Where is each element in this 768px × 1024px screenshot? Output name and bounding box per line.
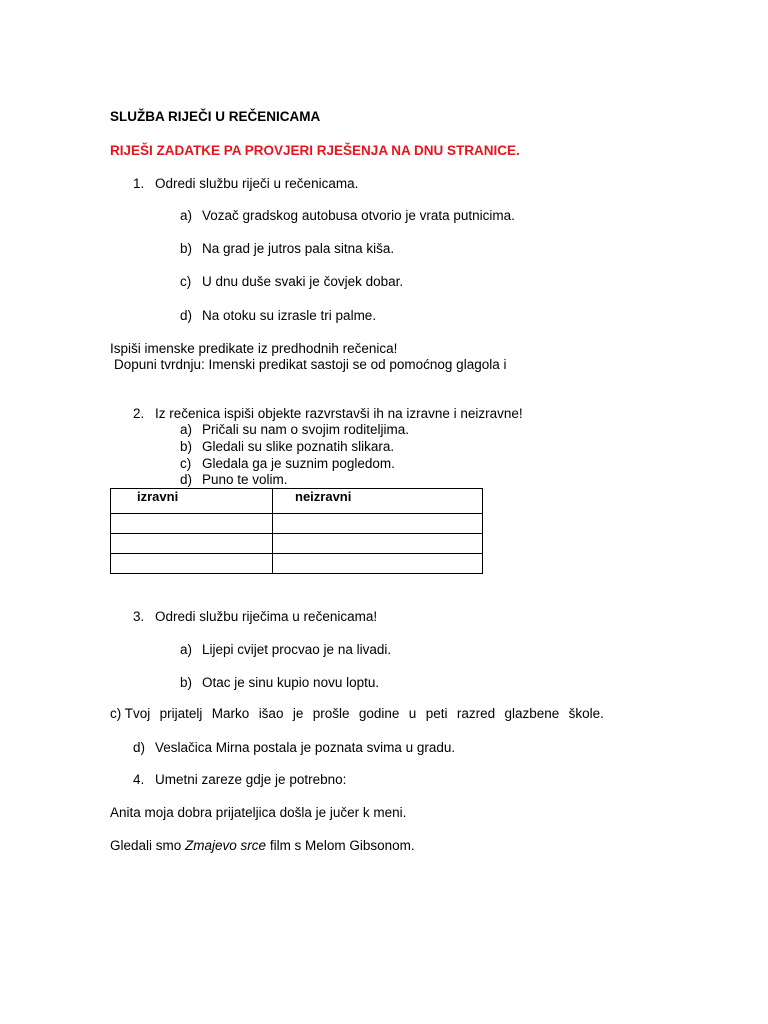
table-cell[interactable] bbox=[273, 554, 483, 574]
item-letter: b) bbox=[180, 439, 193, 454]
question-4 bbox=[133, 772, 346, 787]
page-title: SLUŽBA RIJEČI U REČENICAMA bbox=[110, 109, 321, 124]
word: Marko bbox=[211, 706, 250, 721]
question-2 bbox=[133, 406, 523, 421]
item-text: Gledala ga je suznim pogledom. bbox=[202, 456, 395, 471]
item-text: Lijepi cvijet procvao je na livadi. bbox=[202, 642, 392, 657]
word: u bbox=[408, 706, 417, 721]
table-cell[interactable] bbox=[273, 534, 483, 554]
paragraph: Anita moja dobra prijateljica došla je jučer k meni. bbox=[110, 805, 407, 820]
item-text: Pričali su nam o svojim roditeljima. bbox=[202, 422, 410, 437]
list-item bbox=[180, 422, 409, 437]
table-header-izravni: izravni bbox=[111, 489, 273, 514]
table-cell[interactable] bbox=[111, 554, 273, 574]
item-text: U dnu duše svaki je čovjek dobar. bbox=[202, 274, 404, 289]
list-item bbox=[180, 456, 395, 471]
text-segment: Gledali smo bbox=[110, 838, 186, 853]
item-letter: c) bbox=[180, 456, 192, 471]
paragraph: Ispiši imenske predikate iz predhodnih rečenica! bbox=[110, 341, 398, 356]
word: godine bbox=[358, 706, 400, 721]
list-item bbox=[180, 642, 391, 657]
item-letter: d) bbox=[180, 308, 193, 323]
item-letter: a) bbox=[180, 422, 193, 437]
question-text: Odredi službu riječi u rečenicama. bbox=[155, 176, 359, 191]
word: razred bbox=[456, 706, 496, 721]
item-text: Vozač gradskog autobusa otvorio je vrata putnicima. bbox=[202, 208, 515, 223]
question-text: Odredi službu riječima u rečenicama! bbox=[155, 609, 378, 624]
list-item bbox=[180, 274, 403, 289]
list-item bbox=[180, 439, 394, 454]
word: glazbene bbox=[504, 706, 560, 721]
question-text: Iz rečenica ispiši objekte razvrstavši ih na izravne i neizravne! bbox=[155, 406, 523, 421]
list-item bbox=[180, 675, 379, 690]
item-letter: c) bbox=[180, 274, 192, 289]
item-text: Na grad je jutros pala sitna kiša. bbox=[202, 241, 395, 256]
list-item bbox=[180, 472, 288, 487]
list-item bbox=[180, 241, 394, 256]
list-item bbox=[180, 308, 376, 323]
item-letter: a) bbox=[180, 642, 193, 657]
item-text: Gledali su slike poznatih slikara. bbox=[202, 439, 395, 454]
word: je bbox=[292, 706, 304, 721]
item-letter: d) bbox=[180, 472, 193, 487]
paragraph bbox=[110, 838, 415, 853]
question-number: 1. bbox=[133, 176, 145, 191]
item-text: Puno te volim. bbox=[202, 472, 288, 487]
text-segment: film s Melom Gibsonom. bbox=[266, 838, 415, 853]
question-number: 3. bbox=[133, 609, 145, 624]
list-item bbox=[133, 740, 455, 755]
item-text: Otac je sinu kupio novu loptu. bbox=[202, 675, 380, 690]
table-cell[interactable] bbox=[111, 534, 273, 554]
word: prošle bbox=[312, 706, 350, 721]
question-3 bbox=[133, 609, 377, 624]
question-1 bbox=[133, 176, 358, 191]
justified-item-c bbox=[110, 706, 604, 721]
table-header-row bbox=[111, 489, 483, 514]
item-text: Veslačica Mirna postala je poznata svima u gradu. bbox=[155, 740, 456, 755]
item-letter: d) bbox=[133, 740, 146, 755]
word: c) Tvoj bbox=[110, 706, 151, 721]
instruction-text: RIJEŠI ZADATKE PA PROVJERI RJEŠENJA NA DNU STRANICE. bbox=[110, 143, 520, 158]
word: prijatelj bbox=[159, 706, 203, 721]
objects-table bbox=[110, 488, 483, 574]
question-text: Umetni zareze gdje je potrebno: bbox=[155, 772, 347, 787]
word: išao bbox=[258, 706, 284, 721]
item-letter: b) bbox=[180, 241, 193, 256]
table-row bbox=[111, 554, 483, 574]
question-number: 2. bbox=[133, 406, 145, 421]
word: škole. bbox=[568, 706, 604, 721]
table-cell[interactable] bbox=[111, 514, 273, 534]
item-text: Na otoku su izrasle tri palme. bbox=[202, 308, 377, 323]
film-title: Zmajevo srce bbox=[185, 838, 267, 853]
table-header-neizravni: neizravni bbox=[273, 489, 483, 514]
item-letter: b) bbox=[180, 675, 193, 690]
question-number: 4. bbox=[133, 772, 145, 787]
list-item bbox=[180, 208, 515, 223]
paragraph: Dopuni tvrdnju: Imenski predikat sastoji se od pomoćnog glagola i bbox=[114, 357, 507, 372]
table-row bbox=[111, 514, 483, 534]
item-letter: a) bbox=[180, 208, 193, 223]
table-cell[interactable] bbox=[273, 514, 483, 534]
word: peti bbox=[425, 706, 448, 721]
table-row bbox=[111, 534, 483, 554]
